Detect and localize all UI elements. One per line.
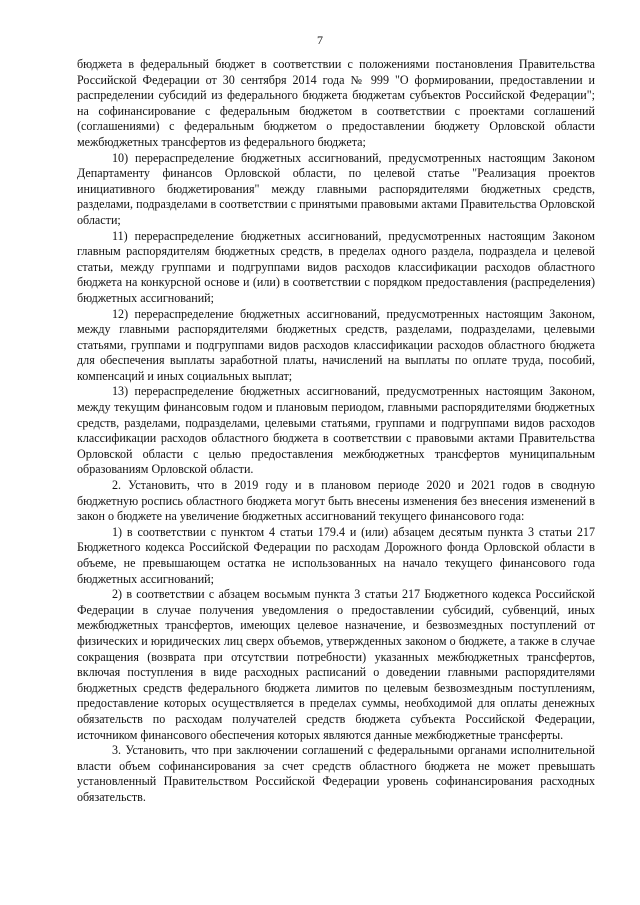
paragraph-item-13: 13) перераспределение бюджетных ассигнований, предусмотренных настоящим Законом, между текущим финансовым годом и плановым периодом, главными распорядителями бюджетных средств, разделами, подразделами, целевыми статьями, группами и подгруппами видов расходов классификации расходов областного бюджета в соответствии с правовыми актами Правительства Орловской области с целью предоставления межбюджетных трансфертов муниципальным образованиям Орловской области. xyxy=(77,384,595,477)
paragraph-section-2: 2. Установить, что в 2019 году и в плановом периоде 2020 и 2021 годов в сводную бюджетную роспись областного бюджета могут быть внесены изменения без внесения изменений в закон о бюджете на увеличение бюджетных ассигнований текущего финансового года: xyxy=(77,478,595,524)
document-body xyxy=(77,57,595,806)
paragraph-section-2-item-1: 1) в соответствии с пунктом 4 статьи 179.4 и (или) абзацем десятым пункта 3 статьи 217 Бюджетного кодекса Российской Федерации по расходам Дорожного фонда Орловской области в объеме, не превышающем остатка не использованных на начало текущего финансового года бюджетных ассигнований; xyxy=(77,524,595,586)
paragraph-continuation: бюджета в федеральный бюджет в соответствии с положениями постановления Правительства Российской Федерации от 30 сентября 2014 года № 999 "О формировании, предоставлении и распределении субсидий из федерального бюджета бюджетам субъектов Российской Федерации"; на софинансирование с федеральным бюджетом в соответствии с проектами соглашений (соглашениями) с федеральным бюджетом о предоставлении бюджету Орловской области межбюджетных трансфертов из федерального бюджета; xyxy=(77,57,595,149)
page-number: 7 xyxy=(317,33,323,47)
paragraph-section-3: 3. Установить, что при заключении соглашений с федеральными органами исполнительной власти объем софинансирования за счет средств областного бюджета не может превышать установленный Правительством Российской Федерации уровень софинансирования расходных обязательств. xyxy=(77,743,595,804)
paragraph-section-2-item-2: 2) в соответствии с абзацем восьмым пункта 3 статьи 217 Бюджетного кодекса Российской Федерации в случае получения уведомления о предоставлении субсидий, субвенций, иных межбюджетных трансфертов, имеющих целевое назначение, и безвозмездных поступлений от физических и юридических лиц сверх объемов, утвержденных законом о бюджете, а также в случае сокращения (возврата при отсутствии потребности) указанных межбюджетных трансфертов, включая поступления в виде расходных расписаний о доведении главными распорядителями бюджетных средств федерального бюджета лимитов по целевым безвозмездным поступлениям, предоставление которых осуществляется в пределах суммы, необходимой для оплаты денежных обязательств по расходам получателей средств бюджета субъекта Российской Федерации, источником финансового обеспечения которых являются данные межбюджетные трансферты. xyxy=(77,587,595,742)
paragraph-item-12: 12) перераспределение бюджетных ассигнований, предусмотренных настоящим Законом, между главными распорядителями бюджетных средств, разделами, подразделами, целевыми статьями, группами и подгруппами видов расходов классификации расходов областного бюджета для обеспечения выплаты заработной платы, начислений на выплаты по оплате труда, пособий, компенсаций и иных социальных выплат; xyxy=(77,306,595,383)
paragraph-item-10: 10) перераспределение бюджетных ассигнований, предусмотренных настоящим Законом Департаменту финансов Орловской области, по целевой статье "Реализация проектов инициативного бюджетирования" между главными распорядителями бюджетных средств, разделами, подразделами в соответствии с принятыми правовыми актами Правительства Орловской области; xyxy=(77,150,595,227)
paragraph-item-11: 11) перераспределение бюджетных ассигнований, предусмотренных настоящим Законом главным распорядителям бюджетных средств, в пределах одного раздела, подраздела и целевой статьи, между группами и подгруппами видов расходов классификации расходов областного бюджета на конкурсной основе и (или) в соответствии с порядком предоставления (распределения) бюджетных ассигнований; xyxy=(77,228,595,305)
